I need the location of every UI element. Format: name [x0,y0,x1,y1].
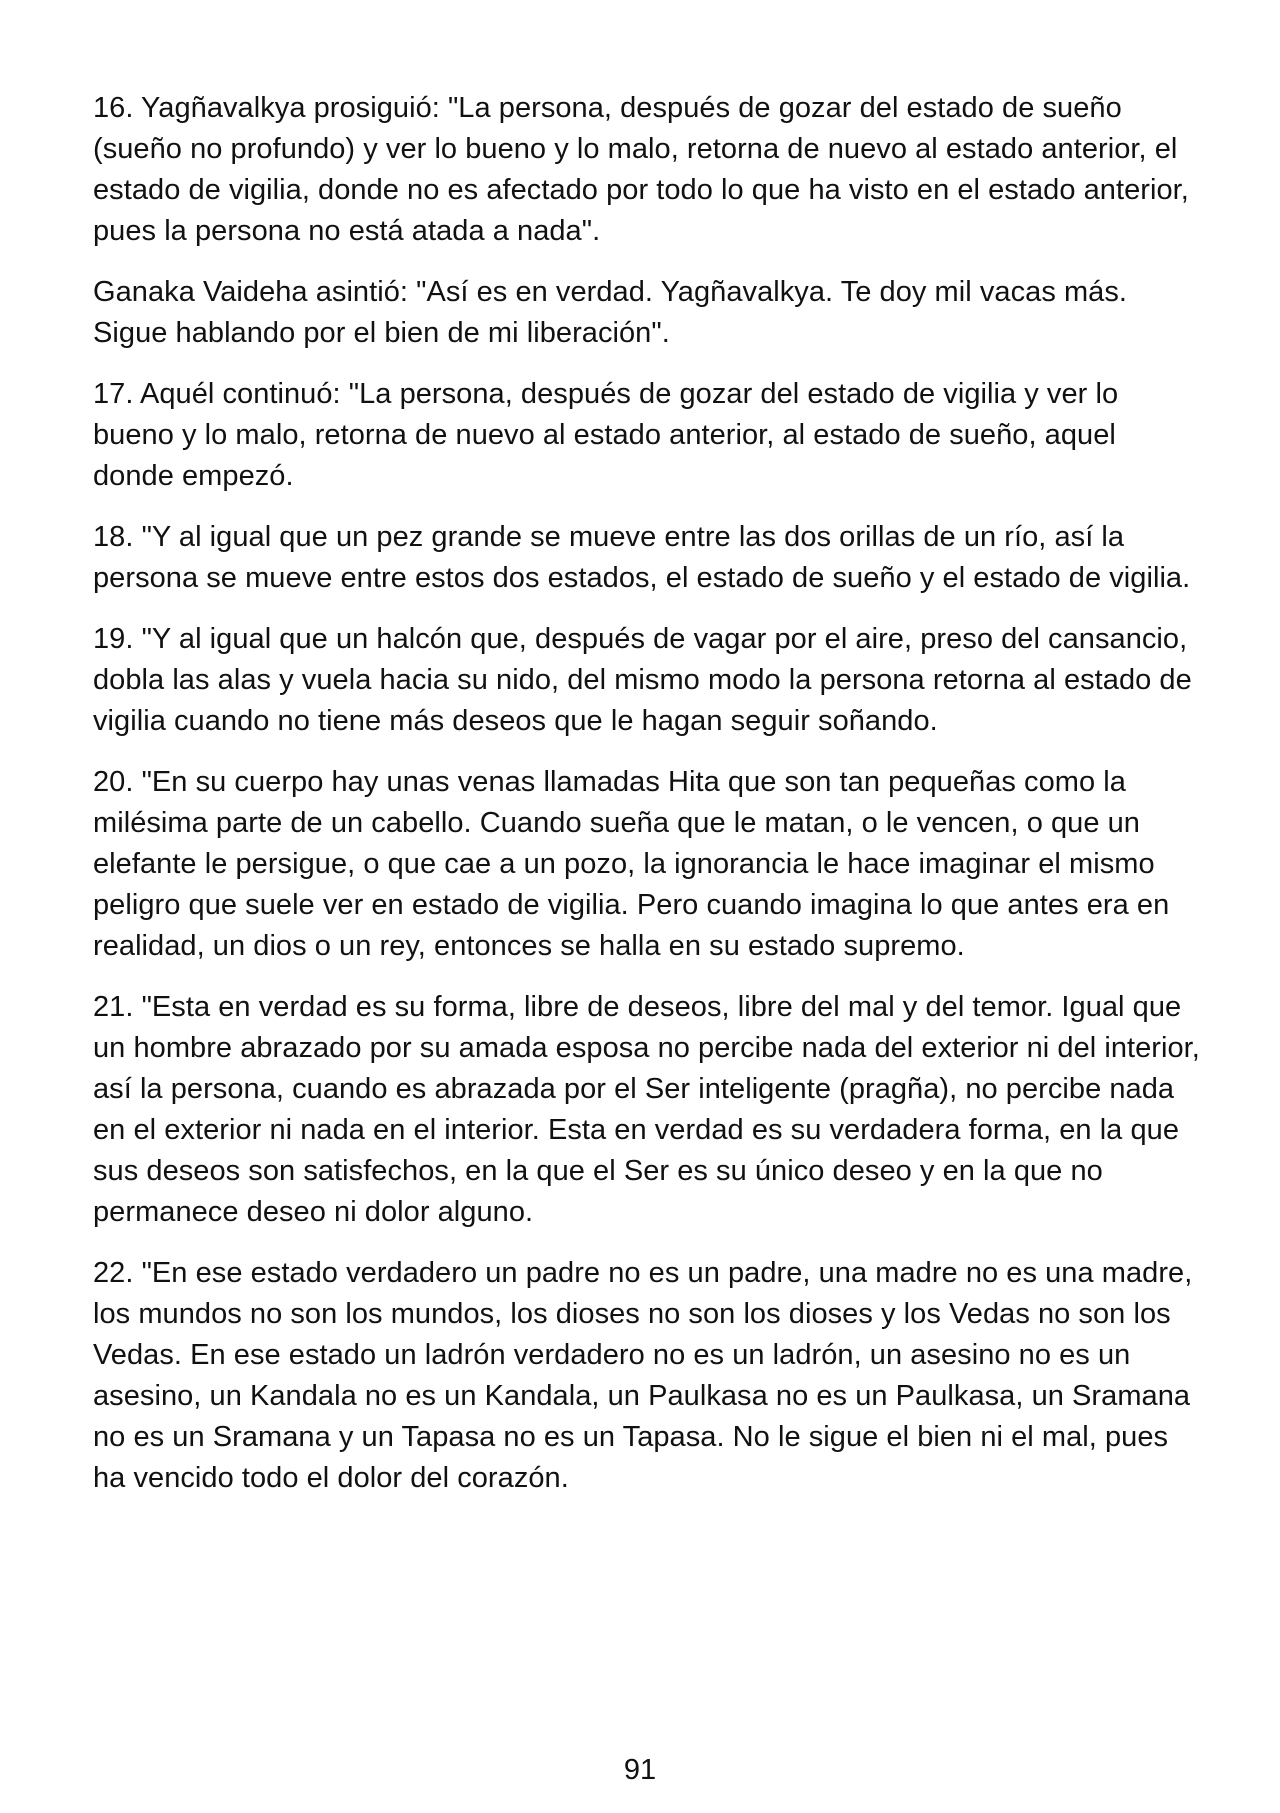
paragraph-20: 20. "En su cuerpo hay unas venas llamadas Hita que son tan pequeñas como la milésima parte de un cabello. Cuando sueña que le matan, o le vencen, o que un elefante le persigue, o que cae a un pozo, la ignorancia le hace imaginar el mismo peligro que suele ver en estado de vigilia. Pero cuando imagina lo que antes era en realidad, un dios o un rey, entonces se halla en su estado supremo. [93,766,1170,962]
paragraph-21: 21. "Esta en verdad es su forma, libre de deseos, libre del mal y del temor. Igual que un hombre abrazado por su amada esposa no percibe nada del exterior ni del interior, así la persona, cuando es abrazada por el Ser inteligente (pragña), no percibe nada en el exterior ni nada en el interior. Esta en verdad es su verdadera forma, en la que sus deseos son satisfechos, en la que el Ser es su único deseo y en la que no permanece deseo ni dolor alguno. [93,991,1200,1228]
paragraph-18: 18. "Y al igual que un pez grande se mueve entre las dos orillas de un río, así la persona se mueve entre estos dos estados, el estado de sueño y el estado de vigilia. [93,521,1191,594]
page-number: 91 [623,1754,657,1786]
paragraph-16: 16. Yagñavalkya prosiguió: "La persona, después de gozar del estado de sueño (sueño no profundo) y ver lo bueno y lo malo, retorna de nuevo al estado anterior, el estado de vigilia, donde no es afectado por todo lo que ha visto en el estado anterior, pues la persona no está atada a nada". [93,92,1189,247]
paragraph-22: 22. "En ese estado verdadero un padre no es un padre, una madre no es una madre, los mundos no son los mundos, los dioses no son los dioses y los Vedas no son los Vedas. En ese estado un ladrón verdadero no es un ladrón, un asesino no es un asesino, un Kandala no es un Kandala, un Paulkasa no es un Paulkasa, un Sramana no es un Sramana y un Tapasa no es un Tapasa. No le sigue el bien ni el mal, pues ha vencido todo el dolor del corazón. [93,1257,1193,1494]
paragraph-ganaka: Ganaka Vaideha asintió: "Así es en verdad. Yagñavalkya. Te doy mil vacas más. Sigue hablando por el bien de mi liberación". [93,276,1128,349]
page-body [93,88,1203,1519]
paragraph-19: 19. "Y al igual que un halcón que, después de vagar por el aire, preso del cansancio, dobla las alas y vuela hacia su nido, del mismo modo la persona retorna al estado de vigilia cuando no tiene más deseos que le hagan seguir soñando. [93,623,1192,737]
paragraph-17: 17. Aquél continuó: "La persona, después de gozar del estado de vigilia y ver lo bueno y lo malo, retorna de nuevo al estado anterior, al estado de sueño, aquel donde empezó. [93,378,1119,492]
